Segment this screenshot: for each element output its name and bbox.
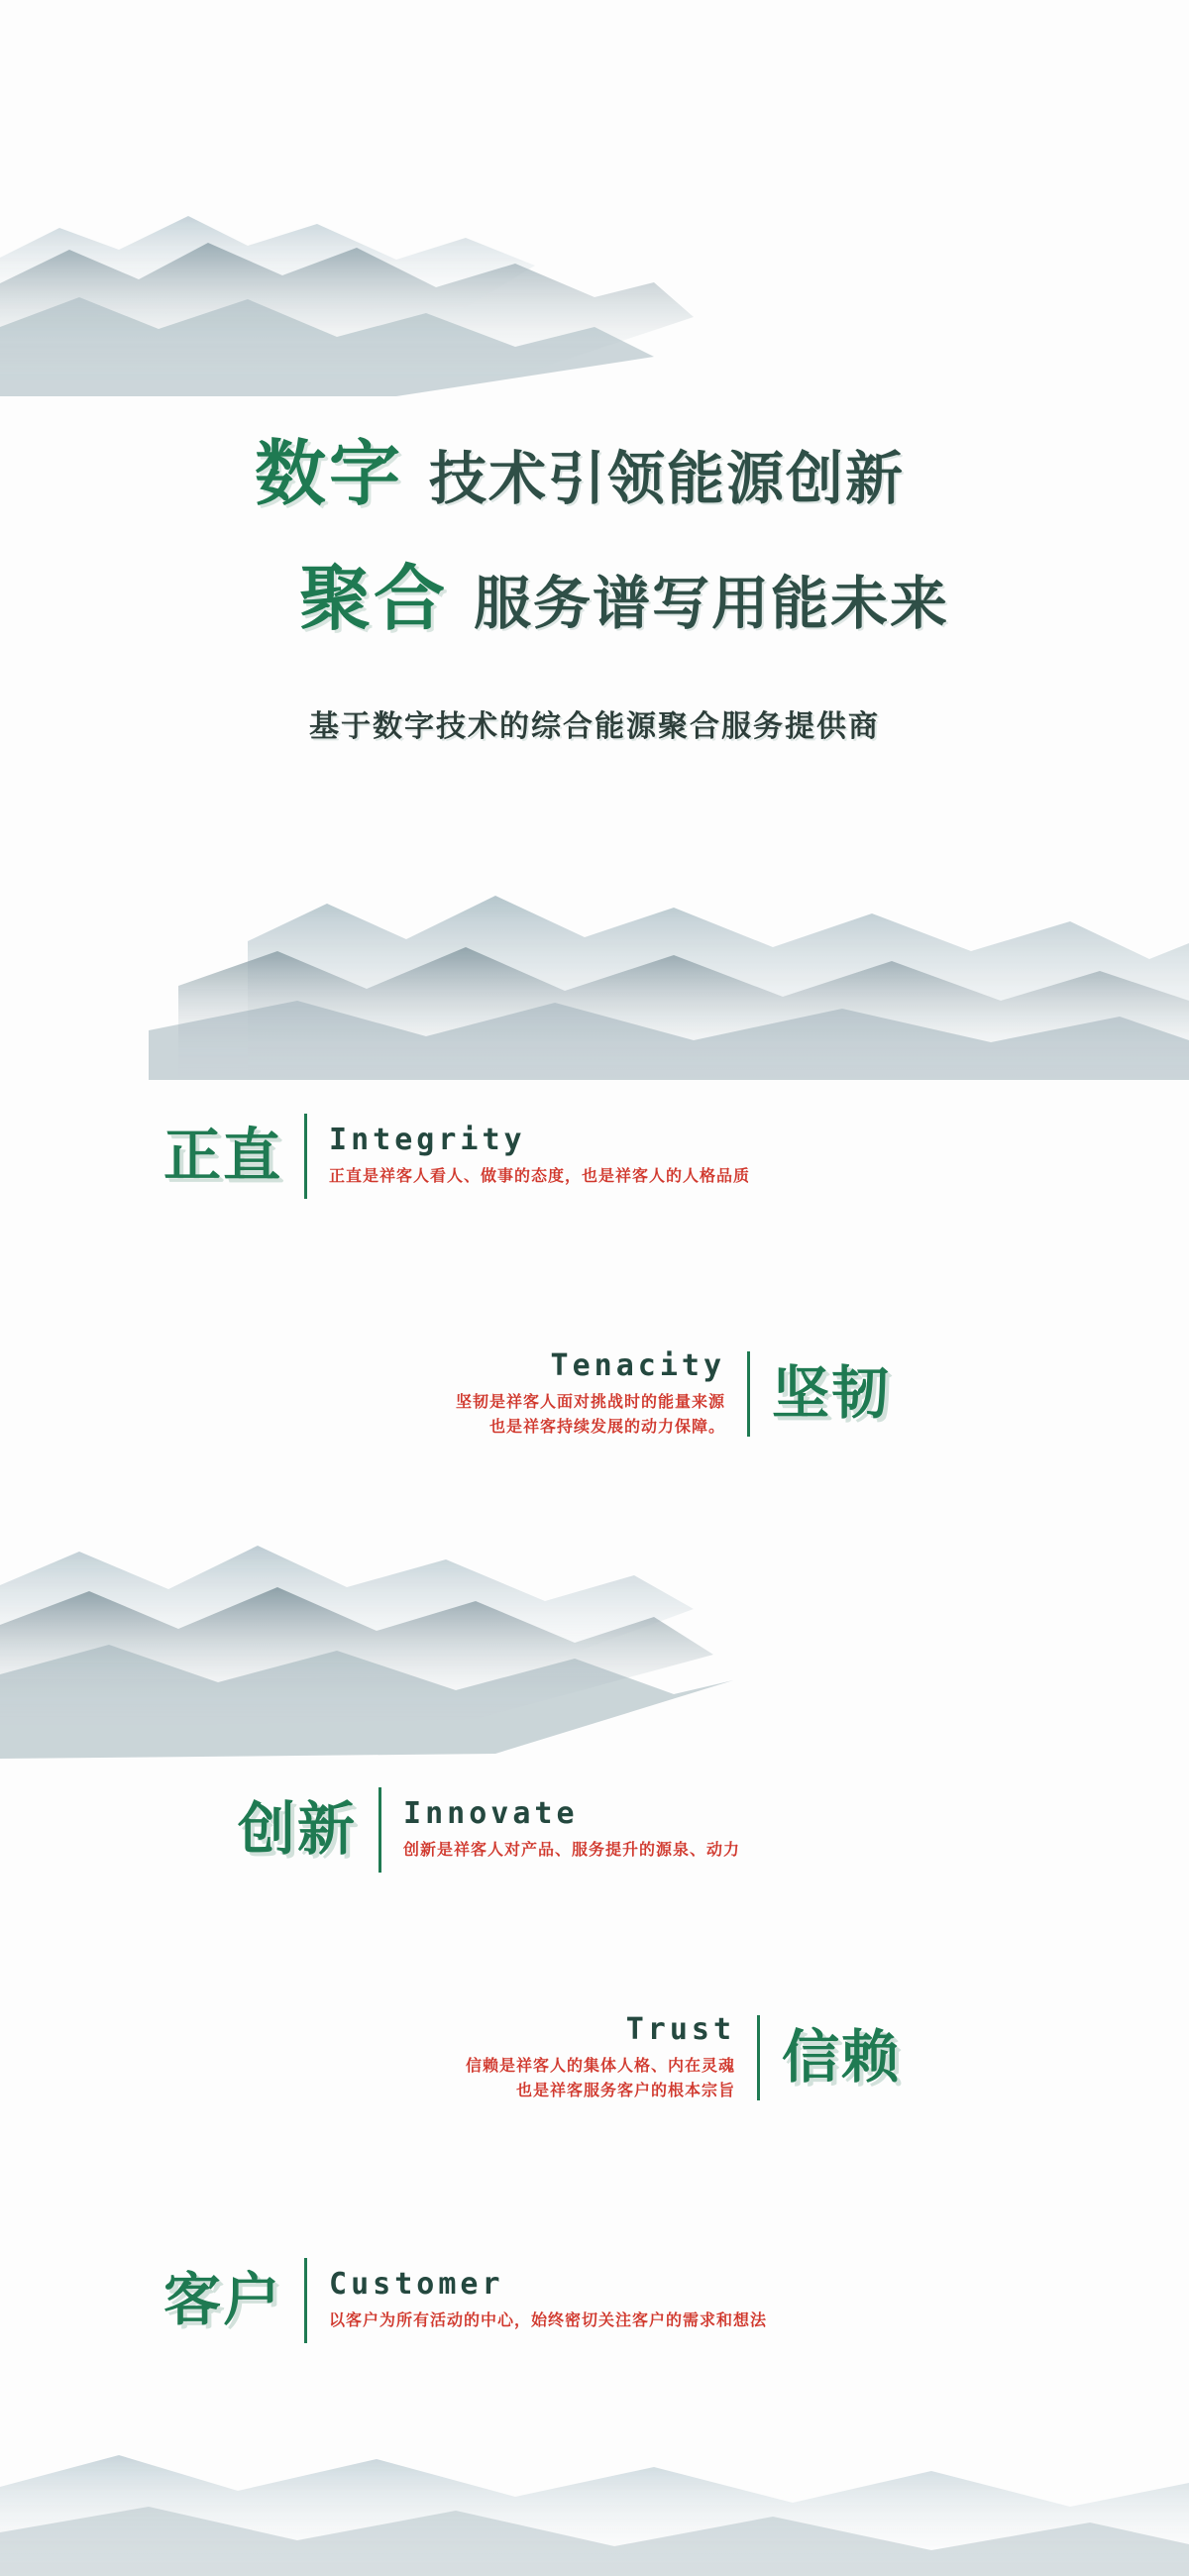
value-tenacity-text bbox=[456, 1348, 725, 1441]
mountain-ink-band-middle bbox=[0, 852, 1189, 1080]
mountain-ink-band-lower bbox=[0, 1506, 1189, 1764]
mountain-ink-band-top bbox=[0, 188, 1189, 396]
value-innovate-divider bbox=[378, 1787, 381, 1873]
value-integrity-en: Integrity bbox=[329, 1123, 526, 1158]
value-trust-divider bbox=[757, 2015, 760, 2100]
value-trust-en: Trust bbox=[625, 2011, 736, 2047]
value-integrity-desc-1: 正直是祥客人看人、做事的态度，也是祥客人的人格品质 bbox=[329, 1168, 751, 1186]
value-integrity-cn: 正直 bbox=[163, 1123, 283, 1188]
value-customer-desc-1: 以客户为所有活动的中心，始终密切关注客户的需求和想法 bbox=[329, 2312, 768, 2330]
value-item-tenacity bbox=[456, 1347, 891, 1441]
mountain-ink-band-bottom bbox=[0, 2368, 1189, 2576]
value-item-innovate bbox=[238, 1783, 740, 1877]
value-integrity-text bbox=[329, 1123, 750, 1190]
value-tenacity-desc-2: 也是祥客持续发展的动力保障。 bbox=[489, 1418, 726, 1436]
value-customer-divider bbox=[304, 2258, 307, 2343]
value-tenacity-cn: 坚韧 bbox=[772, 1360, 892, 1426]
value-tenacity-divider bbox=[747, 1351, 750, 1437]
value-trust-text bbox=[466, 2012, 735, 2104]
value-item-trust bbox=[466, 2011, 901, 2104]
value-innovate-desc-1: 创新是祥客人对产品、服务提升的源泉、动力 bbox=[403, 1842, 741, 1860]
headline-block bbox=[0, 416, 1189, 745]
value-integrity-divider bbox=[304, 1114, 307, 1199]
value-customer-cn: 客户 bbox=[163, 2267, 283, 2332]
value-innovate-en: Innovate bbox=[403, 1796, 579, 1832]
headline-subtitle: 基于数字技术的综合能源聚合服务提供商 bbox=[309, 710, 880, 743]
value-tenacity-desc-1: 坚韧是祥客人面对挑战时的能量来源 bbox=[456, 1393, 726, 1411]
value-innovate-text bbox=[403, 1796, 740, 1864]
value-item-integrity bbox=[163, 1110, 750, 1203]
headline-line-1-keyword: 数字 bbox=[254, 435, 403, 514]
value-trust-desc-2: 也是祥客服务客户的根本宗旨 bbox=[516, 2082, 736, 2099]
headline-line-2 bbox=[59, 541, 1189, 644]
value-customer-en: Customer bbox=[329, 2267, 504, 2303]
headline-line-1 bbox=[0, 416, 1189, 519]
value-customer-text bbox=[329, 2267, 767, 2334]
headline-line-1-text: 技术引领能源创新 bbox=[429, 447, 906, 511]
value-trust-cn: 信赖 bbox=[782, 2024, 902, 2090]
value-tenacity-en: Tenacity bbox=[550, 1347, 726, 1383]
headline-line-2-text: 服务谱写用能未来 bbox=[474, 572, 950, 636]
value-item-customer bbox=[163, 2254, 767, 2347]
headline-line-2-keyword: 聚合 bbox=[298, 560, 448, 639]
value-trust-desc-1: 信赖是祥客人的集体人格、内在灵魂 bbox=[466, 2057, 736, 2075]
value-innovate-cn: 创新 bbox=[238, 1796, 358, 1862]
